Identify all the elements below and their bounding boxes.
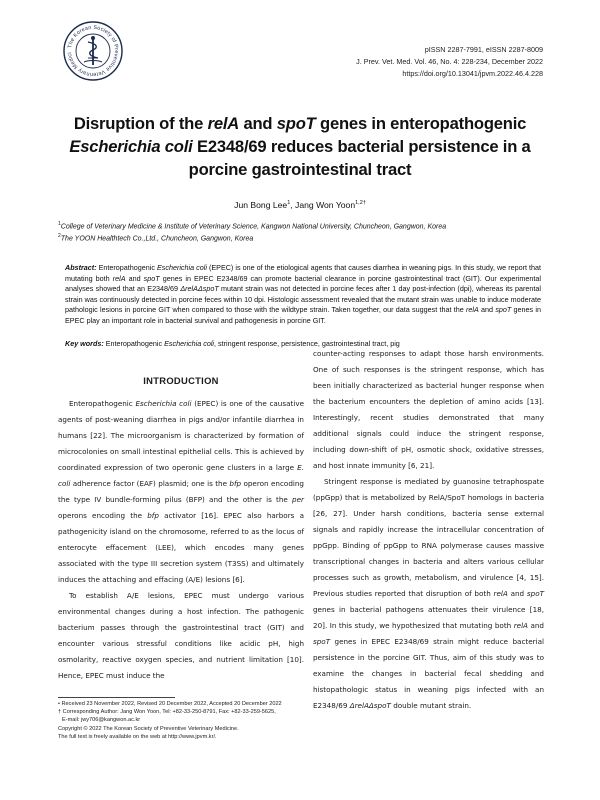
footnote-received: • Received 23 November 2022, Revised 20 December 2022, Accepted 20 December 2022 [58, 701, 282, 707]
body-text: Stringent response is mediated by guanosine tetraphospate (ppGpp) that is metabolized by RelA/SpoT homologs in bacteria [26, 27]. Under harsh conditions, bacteria sense external signals and rapidly increase the intracellular concentration of ppGpp. Binding of ppGpp to RNA polymerase causes massive transcriptional changes in bacteria and alters various cellular processes such as growth, metabolism, and virulence [4, 15]. Previous studies reported that disruption of both [313, 477, 544, 598]
article-title [40, 112, 560, 181]
body-text: and [527, 621, 544, 630]
body-column-right [313, 346, 544, 714]
abstract-text: and [478, 305, 496, 315]
body-italic: relA [493, 589, 508, 598]
body-text: operon encoding the type IV bundle-forming pilus (BFP) and the other is the [58, 479, 304, 504]
abstract-italic: relA [112, 273, 126, 283]
journal-citation: J. Prev. Vet. Med. Vol. 46, No. 4: 228-234, December 2022 [356, 57, 543, 66]
body-italic: spoT [313, 637, 331, 646]
caduceus-emblem [84, 36, 102, 65]
logo-ring-text: The Korean Society of Preventive Veterinary Medici [67, 24, 120, 78]
body-italic: ΔrelAΔspoT [349, 701, 391, 710]
footnotes [58, 700, 318, 741]
doi-link[interactable]: https://doi.org/10.13041/jpvm.2022.46.4.228 [402, 69, 543, 78]
body-text: double mutant strain. [390, 701, 472, 710]
abstract-italic: relA [465, 305, 479, 315]
body-text: activator [16]. EPEC also harbors a pathogenicity island on the chromosome, referred to as the locus of enterocyte effacement (LEE), which encodes many genes associated with the type III secretion system (T3SS) and ultimately induces the attaching and effacing (A/E) lesions [6]. [58, 511, 304, 584]
keywords-italic: Escherichia coli [164, 339, 215, 348]
abstract-text: genes in EPEC play an important role in bacterial survival and pathogenesis in porcine GIT. [65, 305, 541, 325]
body-text: genes in bacterial pathogens attenuates their virulence [18, 20]. In this study, we hypothesized that mutating both [313, 605, 544, 630]
affiliation-line [58, 220, 548, 232]
body-italic: spoT [526, 589, 544, 598]
abstract-italic: Escherichia coli [156, 263, 207, 272]
body-text: and [507, 589, 527, 598]
author-affil-mark: 1 [287, 200, 291, 207]
body-italic: E. coli [58, 463, 304, 488]
author-list [0, 200, 600, 210]
body-text: genes in EPEC E2348/69 strain might reduce bacterial persistence in the porcine GIT. Thus, aim of this study was to examine the changes in bacterial fecal shedding and histopathologic status in weaning pigs infected with an E2348/69 [313, 637, 544, 710]
footnote-copyright: Copyright © 2022 The Korean Society of Preventive Veterinary Medicine. [58, 725, 239, 732]
abstract-text: (EPEC) is one of the etiological agents that causes diarrhea in weaning pigs. In this study, we report that mutating both [65, 263, 541, 283]
paragraph [313, 474, 544, 714]
abstract-text: Enteropathogenic [96, 263, 157, 272]
paragraph: To establish A/E lesions, EPEC must undergo various environmental changes during a host infection. The pathogenic bacterium passes through the gastrointestinal tract (GIT) and encounter various stressful conditions like acidic pH, high osmolarity, reactive oxygen species, and nutrient limitation [10]. Hence, EPEC must induce the [58, 591, 304, 680]
affiliation-line [58, 232, 548, 244]
abstract-text: mutant strain was not detected in porcine feces after 1 day post-infection (dpi), whereas its parental strain was continuously detected in porcine feces within 10 dpi. Histologic assessment revealed that the mutant strain was unable to induce moderate pathologic lesions in porcine GIT when compared to those with the wildtype strain. Taken together, our data suggest that the [65, 284, 541, 315]
abstract-italic: spoT [143, 273, 160, 283]
title-gene: spoT [276, 114, 316, 133]
abstract-italic: ΔrelAΔspoT [180, 284, 219, 294]
affiliation-text: College of Veterinary Medicine & Institute of Veterinary Science, Kangwon National University, Chuncheon, Gangwon, Korea [60, 223, 447, 231]
footnote-email[interactable]: E-mail: jwy706@kangwon.ac.kr [62, 717, 141, 724]
journal-info [356, 44, 543, 80]
title-text: Disruption of the [73, 114, 208, 133]
body-text: operons encoding the [58, 511, 148, 520]
keywords-label: Key words: [65, 339, 104, 348]
footnote-corresponding: † Corresponding Author: Jang Won Yoon, Tel: +82-33-250-8791, Fax: +82-33-259-5625, [58, 709, 276, 716]
body-italic: bfp [147, 511, 159, 520]
title-text: genes in enteropathogenic [315, 114, 527, 133]
body-italic: relA [513, 621, 528, 630]
issn: pISSN 2287-7991, eISSN 2287-8009 [424, 45, 543, 54]
title-text: E2348/69 reduces bacterial persistence in a [192, 137, 531, 156]
footnote-access[interactable]: The full text is freely available on the web at http://www.jpvm.kr/. [58, 733, 217, 740]
affiliation-mark: 2 [58, 232, 61, 239]
body-column-left [58, 396, 304, 684]
body-text: Enteropathogenic [69, 399, 136, 408]
body-italic: Escherichia coli [135, 399, 192, 408]
paragraph-continued: counter-acting responses to adapt those harsh environments. One of such responses is the stringent response, which has been initially characterized as bacterial hunger response when the bacterium encounters the depletion of amino acids [13]. Interestingly, recent studies demonstrated that many additional signals could induce the stringent response, including down-shift of pH, osmotic shock, oxidative stresses, and host innate immunity [6, 21]. [313, 349, 544, 470]
title-species: Escherichia coli [69, 137, 193, 156]
title-gene: relA [207, 114, 240, 133]
affiliation-mark: 1 [58, 221, 61, 227]
author-affil-mark: 1,2† [355, 200, 366, 207]
affiliations [58, 220, 548, 244]
section-heading-introduction: INTRODUCTION [143, 375, 219, 386]
paragraph [58, 396, 304, 588]
abstract-text: and [125, 273, 144, 283]
title-text: porcine gastrointestinal tract [188, 160, 412, 179]
keywords-text: , stringent response, persistence, gastrointestinal tract, pig [214, 339, 400, 348]
author-name: Jang Won Yoon [295, 200, 356, 210]
abstract-label: Abstract: [65, 263, 97, 272]
author-name: Jun Bong Lee [234, 200, 288, 210]
body-text: adherence factor (EAF) plasmid; one is the [70, 479, 230, 488]
body-text: (EPEC) is one of the causative agents of post-weaning diarrhea in pigs and/or infantile diarrhea in humans [22]. The microorganism is characterized by formation of microcolonies on small intestinal epithelial cells. This is achieved by coordinated expression of two operonic gene clusters in a large [58, 399, 304, 472]
abstract-italic: spoT [495, 305, 512, 315]
body-italic: per [292, 495, 304, 504]
abstract-text: genes in EPEC E2348/69 can promote bacterial clearance in porcine gastrointestinal tract (GIT). Our experimental analyses showed that an E2348/69 [65, 273, 541, 294]
author-separator: , [290, 200, 296, 210]
footnote-divider [58, 697, 175, 698]
title-text: and [239, 114, 277, 133]
affiliation-text: The YOON Healthtech Co.,Ltd., Chuncheon, Gangwon, Korea [60, 235, 254, 243]
abstract [65, 263, 541, 327]
body-italic: bfp [229, 479, 242, 488]
society-logo [62, 20, 124, 82]
keywords-text: Enteropathogenic [103, 339, 165, 348]
